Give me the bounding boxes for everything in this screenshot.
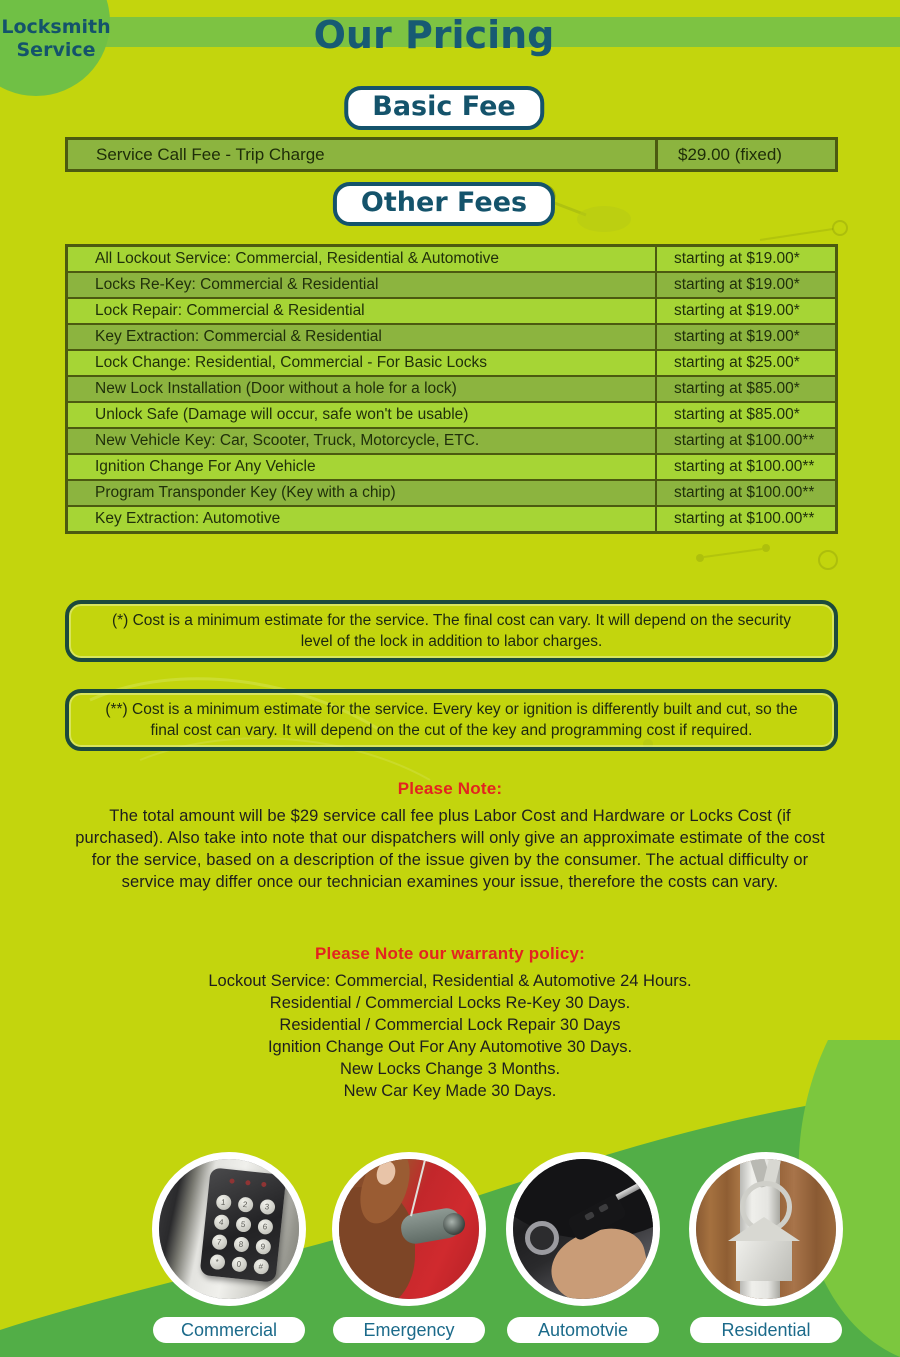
table-row bbox=[68, 247, 835, 271]
commercial-photo[interactable] bbox=[152, 1152, 306, 1306]
fee-price: starting at $19.00* bbox=[655, 273, 835, 297]
please-note-body: The total amount will be $29 service call fee plus Labor Cost and Hardware or Locks Cost (if purchased). Also take into note that our dispatchers will only give an approximate estimate of the cost for the service, based on a description of the issue given by the consumer. The actual difficulty or service may differ once our technician examines your issue, therefore the costs can vary. bbox=[75, 807, 825, 891]
category-label-emergency[interactable]: Emergency bbox=[333, 1317, 485, 1343]
note-double-asterisk: (**) Cost is a minimum estimate for the service. Every key or ignition is differently built and cut, so the final cost can vary. It will depend on the cut of the key and programming cost if required. bbox=[65, 689, 838, 751]
fee-price: starting at $19.00* bbox=[655, 325, 835, 349]
keypad-leds bbox=[209, 1176, 285, 1189]
please-note-section bbox=[70, 779, 830, 893]
fee-service: Lock Repair: Commercial & Residential bbox=[95, 302, 365, 319]
table-row bbox=[68, 427, 835, 453]
fee-service: New Lock Installation (Door without a hole for a lock) bbox=[95, 380, 457, 397]
fee-service: All Lockout Service: Commercial, Residential & Automotive bbox=[95, 250, 500, 267]
fee-price: starting at $25.00* bbox=[655, 351, 835, 375]
house-keychain-image bbox=[696, 1159, 836, 1299]
warranty-item: New Car Key Made 30 Days. bbox=[343, 1082, 557, 1100]
table-row bbox=[68, 323, 835, 349]
ignition-ring-shape bbox=[525, 1221, 559, 1255]
fee-price: starting at $100.00** bbox=[655, 455, 835, 479]
basic-fee-service: Service Call Fee - Trip Charge bbox=[96, 144, 325, 164]
fee-price: starting at $100.00** bbox=[655, 507, 835, 531]
table-row bbox=[68, 401, 835, 427]
fee-price: starting at $85.00* bbox=[655, 403, 835, 427]
fee-service: Program Transponder Key (Key with a chip) bbox=[95, 484, 396, 501]
lock-pick-shape bbox=[410, 1160, 426, 1217]
note-single-asterisk: (*) Cost is a minimum estimate for the service. The final cost can vary. It will depend on the security level of the lock in addition to labor charges. bbox=[65, 600, 838, 662]
residential-photo[interactable] bbox=[689, 1152, 843, 1306]
house-body-shape bbox=[736, 1241, 792, 1281]
category-label-automotive[interactable]: Automotvie bbox=[507, 1317, 659, 1343]
fee-price: starting at $19.00* bbox=[655, 247, 835, 271]
keypad-panel bbox=[200, 1167, 287, 1282]
fee-service: Lock Change: Residential, Commercial - For Basic Locks bbox=[95, 354, 487, 371]
keypad-buttons: 1 2 3 4 5 6 7 8 9 * 0 # bbox=[200, 1193, 283, 1276]
warranty-item: New Locks Change 3 Months. bbox=[339, 1060, 561, 1078]
brand-line2: Service bbox=[16, 39, 96, 61]
emergency-photo[interactable] bbox=[332, 1152, 486, 1306]
fee-service: Unlock Safe (Damage will occur, safe won't be usable) bbox=[95, 406, 469, 423]
ignition-key-image bbox=[513, 1159, 653, 1299]
automotive-photo[interactable] bbox=[506, 1152, 660, 1306]
basic-fee-heading: Basic Fee bbox=[344, 86, 544, 130]
lock-cylinder-shape bbox=[443, 1213, 465, 1235]
fee-service: Key Extraction: Commercial & Residential bbox=[95, 328, 382, 345]
table-row bbox=[68, 271, 835, 297]
other-fees-table bbox=[65, 244, 838, 534]
other-fees-heading: Other Fees bbox=[333, 182, 555, 226]
category-label-residential[interactable]: Residential bbox=[690, 1317, 842, 1343]
table-row bbox=[68, 505, 835, 531]
car-lockout-image bbox=[339, 1159, 479, 1299]
table-row bbox=[68, 349, 835, 375]
warranty-item: Residential / Commercial Locks Re-Key 30 Days. bbox=[269, 994, 631, 1012]
warranty-item: Ignition Change Out For Any Automotive 30 Days. bbox=[267, 1038, 633, 1056]
house-roof-shape bbox=[728, 1217, 800, 1241]
fee-price: starting at $100.00** bbox=[655, 429, 835, 453]
fee-service: Locks Re-Key: Commercial & Residential bbox=[95, 276, 379, 293]
table-row bbox=[68, 375, 835, 401]
page-title: Our Pricing bbox=[313, 13, 555, 57]
fee-price: starting at $100.00** bbox=[655, 481, 835, 505]
table-row bbox=[68, 297, 835, 323]
fee-service: Ignition Change For Any Vehicle bbox=[95, 458, 316, 475]
basic-fee-price: $29.00 (fixed) bbox=[655, 140, 835, 169]
basic-fee-table bbox=[65, 137, 838, 172]
fee-service: New Vehicle Key: Car, Scooter, Truck, Motorcycle, ETC. bbox=[95, 432, 480, 449]
table-row bbox=[68, 479, 835, 505]
please-note-heading: Please Note: bbox=[397, 779, 503, 798]
keypad-lock-image bbox=[159, 1159, 299, 1299]
brand-line1: Locksmith bbox=[1, 16, 111, 38]
fee-service: Key Extraction: Automotive bbox=[95, 510, 281, 527]
warranty-heading: Please Note our warranty policy: bbox=[315, 944, 585, 963]
table-row bbox=[68, 453, 835, 479]
fee-price: starting at $19.00* bbox=[655, 299, 835, 323]
warranty-item: Lockout Service: Commercial, Residential & Automotive 24 Hours. bbox=[208, 972, 692, 990]
warranty-item: Residential / Commercial Lock Repair 30 Days bbox=[279, 1016, 621, 1034]
fee-price: starting at $85.00* bbox=[655, 377, 835, 401]
category-label-commercial[interactable]: Commercial bbox=[153, 1317, 305, 1343]
